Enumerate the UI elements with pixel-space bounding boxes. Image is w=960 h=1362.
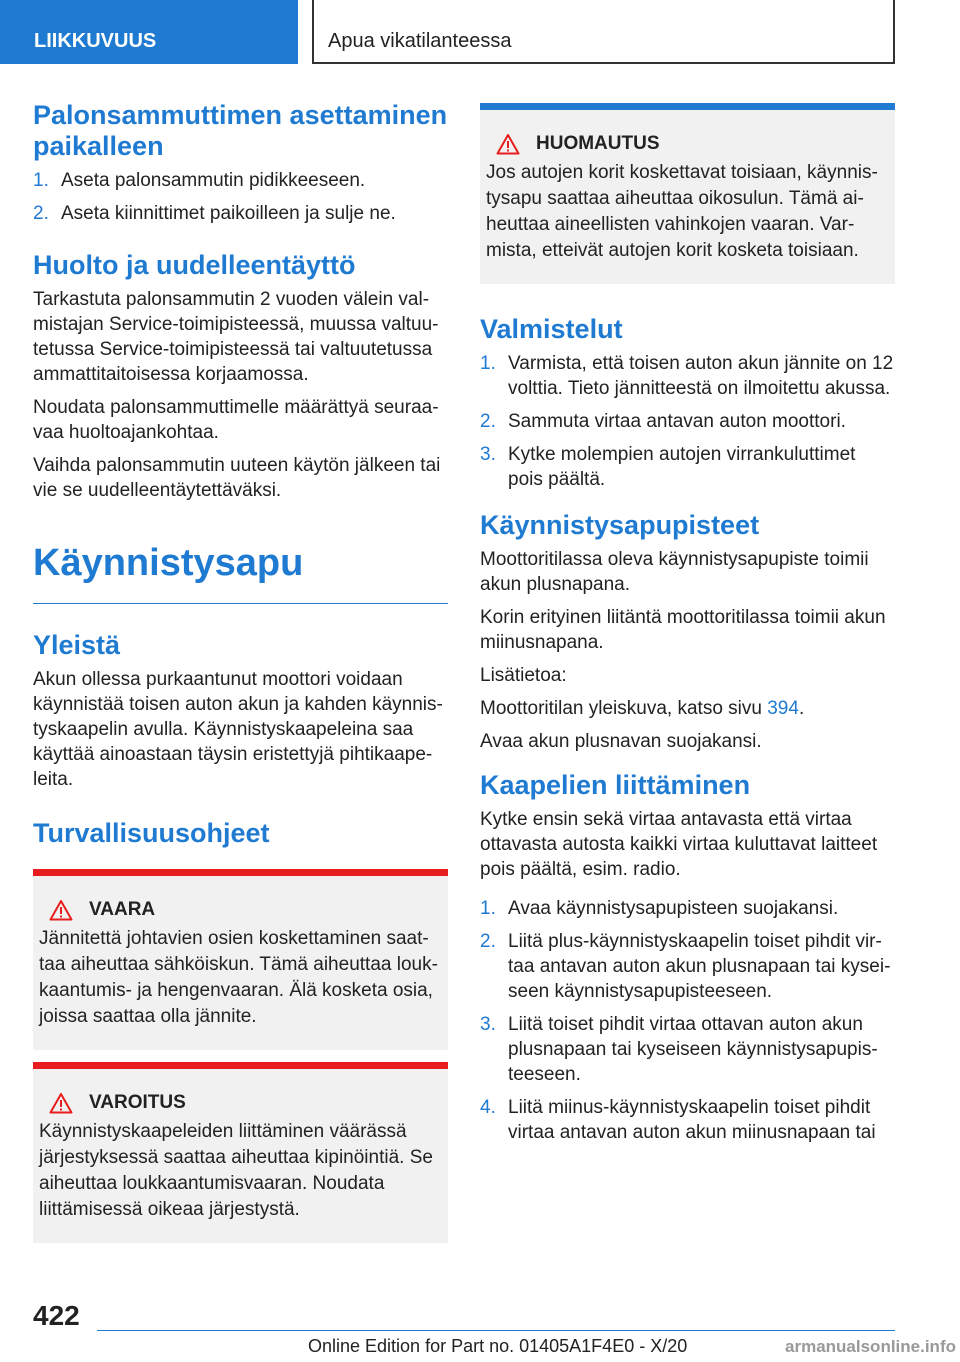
step-text: Liitä toiset pihdit virtaa ottavan auton akun plusnapaan tai kyseiseen käynnistysapupisteeseen.: [508, 1014, 878, 1085]
list-item: [480, 1095, 895, 1145]
step-text: Sammuta virtaa antavan auton moottori.: [508, 411, 846, 432]
kaapelien-paragraph: Kytke ensin sekä virtaa antavasta että virtaa ottavasta autosta kaikki virtaa kuluttavat laitteet pois päältä, esim. radio.: [480, 809, 878, 880]
section-tab: LIIKKUVUUS: [0, 0, 298, 64]
list-kaapelien-steps: [480, 896, 895, 1145]
step-number: 3.: [480, 444, 496, 465]
list-item: [480, 896, 895, 921]
heading-huolto: Huolto ja uudelleentäyttö: [33, 250, 356, 280]
step-number: 2.: [33, 203, 49, 224]
list-item: [480, 1012, 895, 1087]
danger-text: Jännitettä johtavien osien koskettaminen saattaa aiheuttaa sähköiskun. Tämä aiheuttaa loukkaantumis- ja hengenvaaran. Älä kosketa osia, joissa saattaa olla jännite.: [39, 928, 438, 1027]
list-valmistelut: [480, 351, 895, 492]
list-item: [33, 168, 448, 193]
list-item: [480, 409, 895, 434]
page-number: 422: [33, 1300, 80, 1331]
heading-kaynnistysapupisteet: Käynnistysapupisteet: [480, 510, 760, 540]
piste-paragraph: Avaa akun plusnavan suojakansi.: [480, 731, 762, 752]
heading-yleista: Yleistä: [33, 630, 121, 660]
heading-turvallisuusohjeet: Turvallisuusohjeet: [33, 818, 270, 848]
piste-paragraph-link: Moottoritilan yleiskuva, katso sivu 394.: [480, 698, 805, 719]
left-column: [33, 100, 448, 1255]
danger-title: VAARA: [89, 899, 156, 920]
warning-notice: [33, 1062, 448, 1243]
warning-title: VAROITUS: [89, 1092, 186, 1113]
step-text: Avaa käynnistysapupisteen suojakansi.: [508, 898, 839, 919]
danger-notice: [33, 869, 448, 1050]
caution-text: Jos autojen korit koskettavat toisiaan, käynnistysapu saattaa aiheuttaa oikosulun. Tämä aiheuttaa aineellisten vahinkojen vaaran. Varmista, etteivät autojen korit kosketa toisiaan.: [486, 162, 878, 261]
heading-valmistelut: Valmistelut: [480, 314, 623, 344]
step-number: 1.: [480, 353, 496, 374]
step-number: 1.: [33, 170, 49, 191]
list-palo-steps: [33, 168, 448, 226]
caution-notice: [480, 103, 895, 284]
heading-rule: [33, 603, 448, 604]
heading-kaapelien-liittaminen: Kaapelien liittäminen: [480, 770, 751, 800]
watermark: armanualsonline.info: [785, 1337, 956, 1356]
right-column: [480, 103, 895, 1155]
footer-rule: [97, 1330, 895, 1331]
warning-triangle-icon: [49, 1092, 73, 1114]
step-number: 2.: [480, 931, 496, 952]
step-number: 2.: [480, 411, 496, 432]
list-item: [33, 201, 448, 226]
list-item: [480, 442, 895, 492]
heading-palonsammuttimen-asettaminen: Palonsammuttimen asettaminen paikalleen: [33, 100, 448, 161]
step-text: Kytke molempien autojen virrankuluttimet pois päältä.: [508, 444, 856, 490]
step-text: Liitä miinus-käynnistyskaapelin toiset pihdit virtaa antavan auton akun miinusnapaan tai: [508, 1097, 876, 1143]
caution-title: HUOMAUTUS: [536, 133, 660, 154]
huolto-paragraph: Noudata palonsammuttimelle määrättyä seuraavaa huoltoajankohtaa.: [33, 397, 439, 443]
list-item: [480, 351, 895, 401]
warning-text: Käynnistyskaapeleiden liittäminen väärässä järjestyksessä saattaa aiheuttaa kipinöintiä. Se aiheuttaa loukkaantumisvaaran. Noudata liittämisessä oikeaa järjestystä.: [39, 1121, 433, 1220]
warning-triangle-icon: [49, 899, 73, 921]
huolto-paragraph: Vaihda palonsammutin uuteen käytön jälkeen tai vie se uudelleentäytettäväksi.: [33, 455, 441, 501]
piste-paragraph: Moottoritilassa oleva käynnistysapupiste toimii akun plusnapana.: [480, 549, 869, 595]
step-text: Aseta palonsammutin pidikkeeseen.: [61, 170, 366, 191]
step-number: 4.: [480, 1097, 496, 1118]
list-item: [480, 929, 895, 1004]
step-text: Liitä plus-käynnistyskaapelin toiset pihdit virtaa antavan auton akun plusnapaan tai kyseiseen käynnistysapupisteeseen.: [508, 931, 891, 1002]
step-number: 1.: [480, 898, 496, 919]
chapter-title: Apua vikatilanteessa: [312, 0, 895, 64]
piste-paragraph: Lisätietoa:: [480, 665, 567, 686]
warning-triangle-icon: [496, 133, 520, 155]
step-text: Varmista, että toisen auton akun jännite on 12 volttia. Tieto jännitteestä on ilmoitettu akussa.: [508, 353, 894, 399]
huolto-paragraph: Tarkastuta palonsammutin 2 vuoden välein valmistajan Service-toimipisteessä, muussa valtuutetussa Service-toimipisteessä tai valtuutetussa ammattitaitoisessa korjaamossa.: [33, 289, 439, 385]
page-reference-link[interactable]: 394: [767, 698, 799, 719]
piste-paragraph: Korin erityinen liitäntä moottoritilassa toimii akun miinusnapana.: [480, 607, 886, 653]
footer-edition: Online Edition for Part no. 01405A1F4E0 - X/20: [308, 1336, 688, 1356]
step-number: 3.: [480, 1014, 496, 1035]
step-text: Aseta kiinnittimet paikoilleen ja sulje ne.: [61, 203, 396, 224]
yleista-paragraph: Akun ollessa purkaantunut moottori voidaan käynnistää toisen auton akun ja kahden käynnistyskaapelin avulla. Käynnistyskaapeleina saa käyttää ainoastaan täysin eristettyjä pihtikaapeleita.: [33, 669, 443, 790]
main-heading-kaynnistysapu: Käynnistysapu: [33, 542, 304, 584]
